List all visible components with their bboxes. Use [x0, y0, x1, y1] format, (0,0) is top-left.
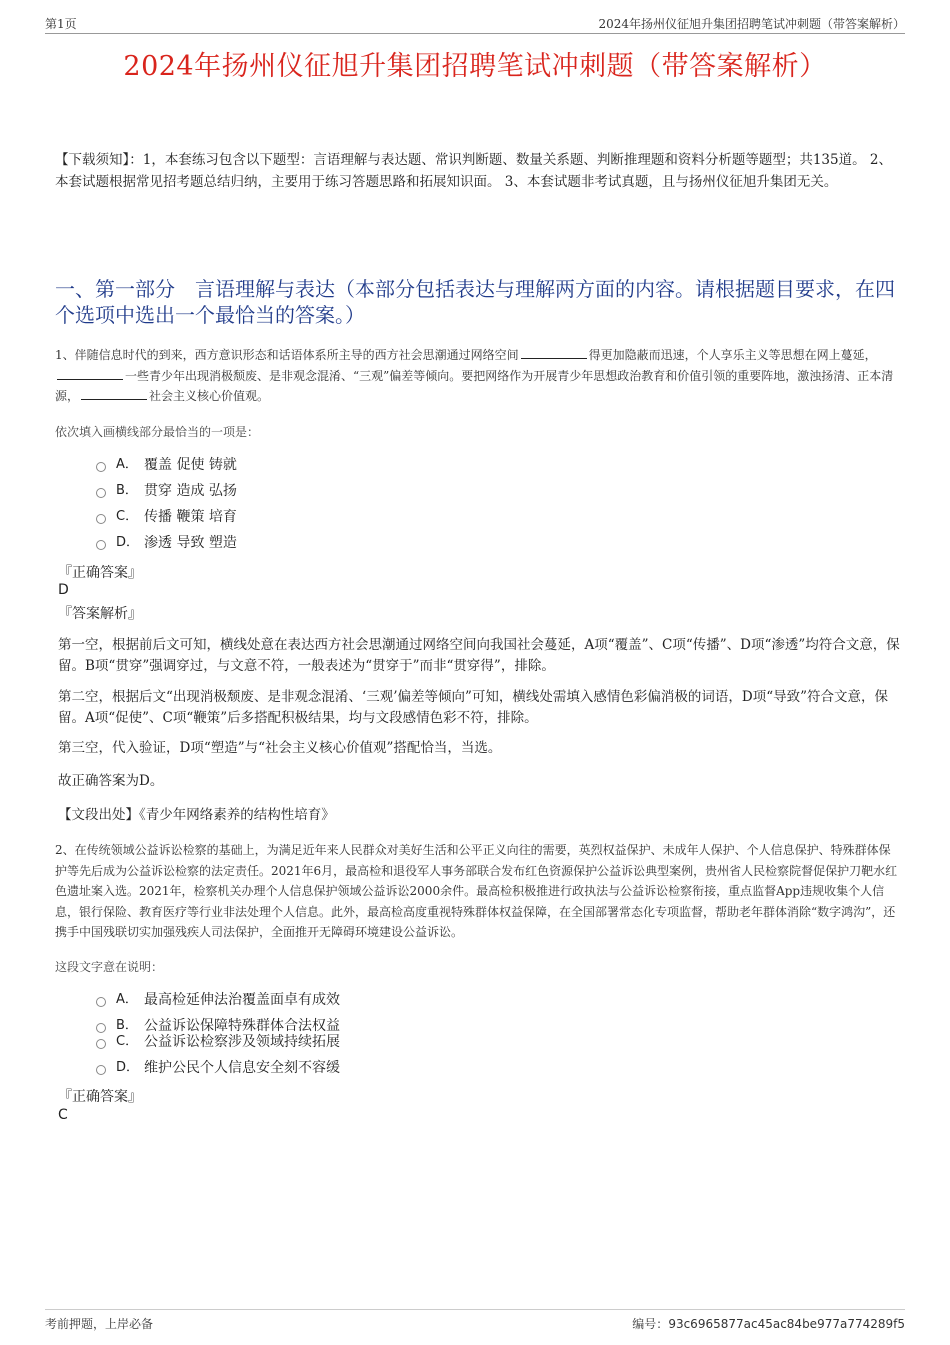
analysis-paragraph-2: 第二空，根据后文“出现消极颓废、是非观念混淆、‘三观’偏差等倾向”可知，横线处需填入感情色彩偏消极的词语，D项“导致”符合文意，保留。A项“促使”、C项“鞭策”后多搭配积极结果，均与文段感情色彩不符，排除。: [58, 689, 889, 726]
section-heading: 一、第一部分 言语理解与表达（本部分包括表达与理解两方面的内容。请根据题目要求，在四个选项中选出一个最恰当的答案。）: [55, 277, 895, 327]
option-text: 覆盖 促使 铸就: [144, 457, 237, 473]
footer-slogan: 考前押题，上岸必备: [45, 1317, 154, 1331]
question-1-text-a: 1、伴随信息时代的到来，西方意识形态和话语体系所主导的西方社会思潮通过网络空间: [55, 348, 519, 362]
option-text: 公益诉讼保障特殊群体合法权益: [144, 1018, 340, 1034]
option-letter: A．: [116, 457, 138, 472]
option-text: 公益诉讼检察涉及领域持续拓展: [144, 1034, 340, 1050]
footer-divider: [45, 1309, 905, 1310]
option-text: 传播 鞭策 培育: [144, 509, 237, 525]
blank-2: [57, 368, 123, 380]
analysis-conclusion: 故正确答案为D。: [58, 773, 164, 789]
question-2-option-c[interactable]: [96, 1032, 340, 1052]
option-text: 维护公民个人信息安全刻不容缓: [144, 1060, 340, 1076]
answer-value: D: [58, 582, 69, 598]
radio-icon[interactable]: [96, 540, 106, 550]
question-1-text-c: 一些青少年出现消极颓废、是非观念混淆、“三观”偏差等倾向。要把网络作为开展青少年思想政治教育和价值引领的重要阵地，激浊扬清、正本清源，: [55, 368, 894, 403]
answer-value: C: [58, 1107, 68, 1123]
running-header-title: 2024年扬州仪征旭升集团招聘笔试冲刺题（带答案解析）: [598, 17, 905, 31]
question-2-prompt: 这段文字意在说明：: [55, 960, 164, 974]
question-1-text-d: 社会主义核心价值观。: [149, 389, 270, 403]
analysis-label: 『答案解析』: [58, 606, 142, 622]
option-letter: B．: [116, 483, 138, 498]
document-code: [632, 1315, 905, 1332]
radio-icon[interactable]: [96, 1039, 106, 1049]
option-text: 渗透 导致 塑造: [144, 535, 237, 551]
question-1-option-b[interactable]: [96, 481, 237, 501]
blank-3: [81, 388, 147, 400]
option-letter: C．: [116, 509, 139, 524]
answer-label: 『正确答案』: [58, 1089, 142, 1105]
analysis-paragraph-3: 第三空，代入验证，D项“塑造”与“社会主义核心价值观”搭配恰当，当选。: [58, 740, 502, 756]
option-letter: D．: [116, 535, 140, 550]
radio-icon[interactable]: [96, 462, 106, 472]
document-code-value: 93c6965877ac45ac84be977a774289f5: [668, 1317, 905, 1331]
option-letter: D．: [116, 1060, 140, 1075]
option-letter: A．: [116, 992, 138, 1007]
blank-1: [521, 347, 587, 359]
document-code-label: 编号：: [632, 1317, 669, 1331]
radio-icon[interactable]: [96, 1065, 106, 1075]
document-title: 2024年扬州仪征旭升集团招聘笔试冲刺题（带答案解析）: [123, 51, 827, 82]
question-1-prompt: 依次填入画横线部分最恰当的一项是：: [55, 425, 260, 439]
question-1-option-c[interactable]: [96, 507, 237, 527]
question-2-option-a[interactable]: [96, 990, 340, 1010]
header-divider: [45, 33, 905, 34]
question-1-option-a[interactable]: [96, 455, 237, 475]
radio-icon[interactable]: [96, 514, 106, 524]
radio-icon[interactable]: [96, 997, 106, 1007]
option-text: 贯穿 造成 弘扬: [144, 483, 237, 499]
radio-icon[interactable]: [96, 488, 106, 498]
question-2-option-d[interactable]: [96, 1058, 340, 1078]
option-letter: B．: [116, 1018, 138, 1033]
option-text: 最高检延伸法治覆盖面卓有成效: [144, 992, 340, 1008]
answer-label: 『正确答案』: [58, 565, 142, 581]
question-1-option-d[interactable]: [96, 533, 237, 553]
option-letter: C．: [116, 1034, 139, 1049]
download-notice: 【下载须知】：1，本套练习包含以下题型：言语理解与表达题、常识判断题、数量关系题、判断推理题和资料分析题等题型；共135道。 2、本套试题根据常见招考题总结归纳，主要用于练习答题思路和拓展知识面。 3、本套试题非考试真题，且与扬州仪征旭升集团无关。: [55, 152, 892, 190]
question-2-stem: 2、在传统领域公益诉讼检察的基础上，为满足近年来人民群众对美好生活和公平正义向往的需要，英烈权益保护、未成年人保护、个人信息保护、特殊群体保护等先后成为公益诉讼检察的法定责任。2021年6月，最高检和退役军人事务部联合发布红色资源保护公益诉讼典型案例，贵州省人民检察院督促保护刀靶水红色遗址案入选。2021年，检察机关办理个人信息保护领域公益诉讼2000余件。最高检积极推进行政执法与公益诉讼检察衔接，重点监督App违规收集个人信息，银行保险、教育医疗等行业非法处理个人信息。此外，最高检高度重视特殊群体权益保障，在全国部署常态化专项监督，帮助老年群体消除“数字鸿沟”，还携手中国残联切实加强残疾人司法保护，全面推开无障碍环境建设公益诉讼。: [55, 843, 898, 939]
page-number: 第1页: [45, 17, 77, 31]
question-1-text-b: 得更加隐蔽而迅速，个人享乐主义等思想在网上蔓延，: [588, 348, 877, 362]
question-1-stem: [55, 345, 900, 407]
source-citation: 【文段出处】《青少年网络素养的结构性培育》: [58, 807, 335, 823]
analysis-paragraph-1: 第一空，根据前后文可知，横线处意在表达西方社会思潮通过网络空间向我国社会蔓延，A项“覆盖”、C项“传播”、D项“渗透”均符合文意，保留。B项“贯穿”强调穿过，与文意不符，一般表述为“贯穿于”而非“贯穿得”，排除。: [58, 637, 900, 674]
